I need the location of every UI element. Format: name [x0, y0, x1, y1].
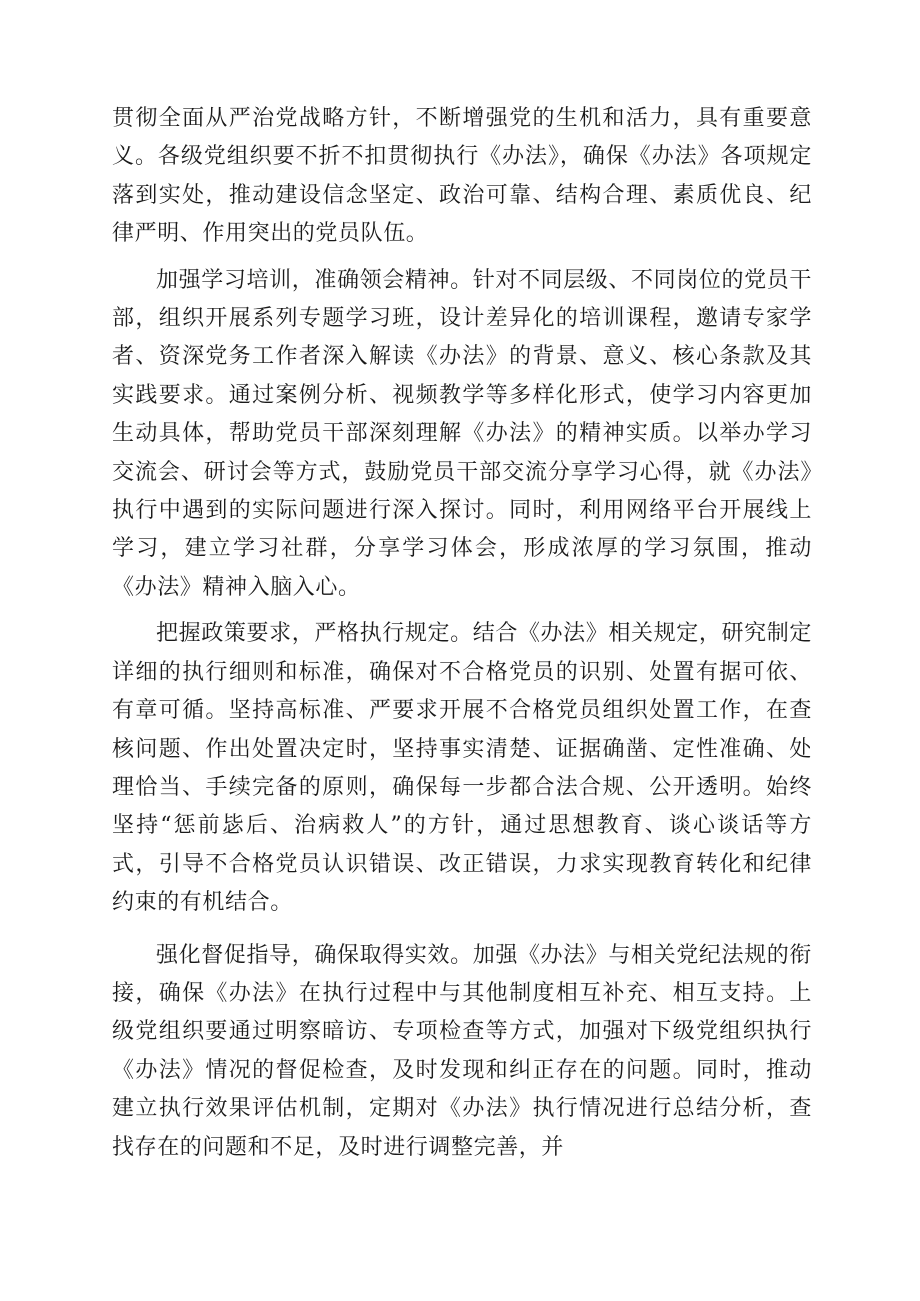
paragraph-policy-requirements: 把握政策要求，严格执行规定。结合《办法》相关规定，研究制定详细的执行细则和标准，确保对不合格党员的识别、处置有据可依、有章可循。坚持高标准、严要求开展不合格党员组织处置工作，在查核问题、作出处置决定时，坚持事实清楚、证据确凿、定性准确、处理恰当、手续完备的原则，确保每一步都合法合规、公开透明。始终坚持“惩前毖后、治病救人”的方针，通过思想教育、谈心谈话等方式，引导不合格党员认识错误、改正错误，力求实现教育转化和纪律约束的有机结合。 — [112, 621, 812, 916]
paragraph-continuation: 贯彻全面从严治党战略方针，不断增强党的生机和活力，具有重要意义。各级党组织要不折不扣贯彻执行《办法》，确保《办法》各项规定落到实处，推动建设信念坚定、政治可靠、结构合理、素质优良、纪律严明、作用突出的党员队伍。 — [112, 106, 812, 247]
document-body — [112, 100, 812, 1167]
paragraph-supervision-guidance: 强化督促指导，确保取得实效。加强《办法》与相关党纪法规的衔接，确保《办法》在执行过程中与其他制度相互补充、相互支持。上级党组织要通过明察暗访、专项检查等方式，加强对下级党组织执行《办法》情况的督促检查，及时发现和纠正存在的问题。同时，推动建立执行效果评估机制，定期对《办法》执行情况进行总结分析，查找存在的问题和不足，及时进行调整完善，并 — [112, 942, 812, 1160]
paragraph-study-training: 加强学习培训，准确领会精神。针对不同层级、不同岗位的党员干部，组织开展系列专题学习班，设计差异化的培训课程，邀请专家学者、资深党务工作者深入解读《办法》的背景、意义、核心条款及其实践要求。通过案例分析、视频教学等多样化形式，使学习内容更加生动具体，帮助党员干部深刻理解《办法》的精神实质。以举办学习交流会、研讨会等方式，鼓励党员干部交流分享学习心得，就《办法》执行中遇到的实际问题进行深入探讨。同时，利用网络平台开展线上学习，建立学习社群，分享学习体会，形成浓厚的学习氛围，推动《办法》精神入脑入心。 — [112, 267, 812, 600]
